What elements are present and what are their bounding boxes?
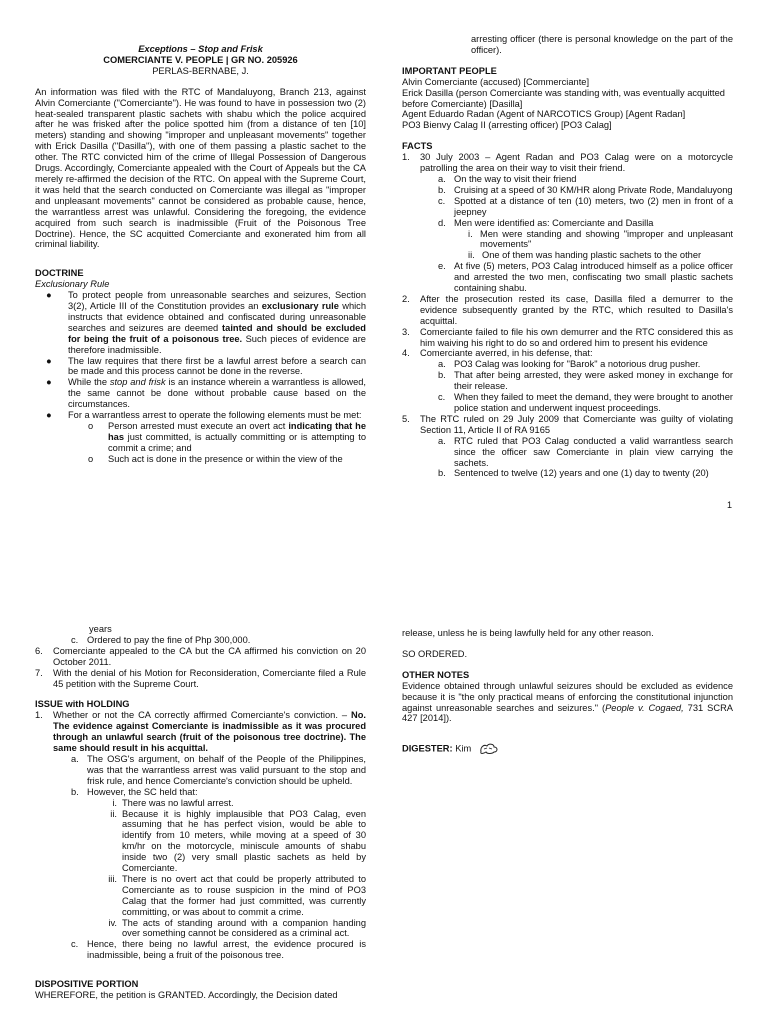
- fact-3: 3. Comerciante failed to file his own demurrer and the RTC considered this as him waiving his right to do so and ordered him to present his evidence: [402, 326, 733, 348]
- bullet-icon: ●: [46, 377, 52, 388]
- fact-1: 1. 30 July 2003 – Agent Radan and PO3 Calag were on a motorcycle patrolling the area on their way to visit their friend.: [402, 152, 733, 174]
- page-gap: [0, 570, 768, 616]
- circle-bullet-icon: o: [88, 453, 94, 464]
- fact-1d: d. Men were identified as: Comerciante and Dasilla: [438, 217, 654, 228]
- fact-1d-i: i. Men were standing and showing "improper and unpleasant movements": [468, 228, 733, 250]
- digester-name: Kim: [455, 743, 472, 754]
- bullet-icon: ●: [46, 410, 52, 421]
- dispositive-heading: DISPOSITIVE PORTION: [35, 979, 139, 990]
- fact-1c: c. Spotted at a distance of ten (10) meters, two (2) men in front of a jeepney: [438, 195, 733, 217]
- other-notes-text: Evidence obtained through unlawful seizures should be excluded as evidence because it is "the only practical means of enforcing the constitutional injunction against unreasonable searches and seizures." (People v. Cogaed, 731 SCRA 427 [2014]).: [402, 680, 733, 724]
- page-1-left-column: [35, 44, 366, 465]
- fact-4: 4. Comerciante averred, in his defense, that:: [402, 348, 593, 359]
- other-notes-heading: OTHER NOTES: [402, 669, 470, 680]
- case-summary: An information was filed with the RTC of Mandaluyong, Branch 213, against Alvin Comerciante ("Comerciante"). He was found to have in possession two (2) heat-sealed transparent plastic sachets with shabu which the police acquired after he was frisked after the police spotted him (from a distance of ten [10] meters) standing and showing "improper and unpleasant movements" together with Erick Dasilla ("Dasilla"), with one of them passing a plastic sachet to the other. The RTC convicted him of the crime of Illegal Possession of Dangerous Drugs. Accordingly, Comerciante appealed with the Court of Appeals but the CA merely re-affirmed the decision of the RTC. On appeal with the Supreme Court, it was held that the search conducted on Comerciante was illegal as "improper and unpleasant movements" cannot be considered as probable cause, hence, the warrantless arrest was unlawful. Considering the foregoing, the evidence acquired from such search is inadmissible (Fruit of the Poisonous Tree Doctrine). Hence, the SC acquitted Comerciante and exonerated him from all criminal liability.: [35, 86, 366, 250]
- signature-doodle-icon: [478, 742, 500, 756]
- person-1: Alvin Comerciante (accused) [Commerciante]: [402, 76, 590, 87]
- page-2-right-column: [402, 628, 733, 756]
- bullet-icon: ●: [46, 290, 52, 301]
- fact-4a: a. PO3 Calag was looking for "Barok" a notorious drug pusher.: [438, 359, 701, 370]
- issue-1: 1. Whether or not the CA correctly affirmed Comerciante's conviction. – No. The evidence against Comerciante is inadmissible as it was procured through an unlawful search (fruit of the poisonous tree doctrine). The same should result in his acquittal.: [35, 710, 366, 754]
- dispositive-text: WHEREFORE, the petition is GRANTED. Accordingly, the Decision dated: [35, 990, 338, 1001]
- fact-5c: c. Ordered to pay the fine of Php 300,000.: [71, 634, 251, 645]
- page-2: [0, 616, 768, 1024]
- issue-1b-iv: iv. The acts of standing around with a companion handing over something cannot be considered as a criminal act.: [108, 917, 366, 939]
- fact-4c: c. When they failed to meet the demand, they were brought to another police station and underwent inquest proceedings.: [438, 392, 733, 413]
- case-title: COMERCIANTE V. PEOPLE | GR NO. 205926: [103, 54, 298, 65]
- element-2: o Such act is done in the presence or within the view of the: [88, 453, 343, 464]
- issue-heading: ISSUE with HOLDING: [35, 699, 130, 710]
- fact-2: 2. After the prosecution rested its case, Dasilla filed a demurrer to the evidence subsequently granted by the RTC, which resulted to Dasilla's acquittal.: [402, 293, 733, 326]
- issue-1b-iii: iii. There is no overt act that could be properly attributed to Comerciante as to rouse suspicion in the mind of PO3 Calag that the former had just committed, was currently committing, or was about to commit a crime.: [108, 873, 366, 917]
- fact-1a: a. On the way to visit their friend: [438, 173, 577, 184]
- fact-5: 5. The RTC ruled on 29 July 2009 that Comerciante was guilty of violating Section 11, Article II of RA 9165: [402, 413, 733, 435]
- digester-line: [402, 742, 733, 756]
- person-2: Erick Dasilla (person Comerciante was standing with, was eventually acquitted before Comerciante) [Dasilla]: [402, 87, 725, 109]
- issue-1b: b. However, the SC held that:: [71, 786, 198, 797]
- fact-6: 6. Comerciante appealed to the CA but the CA affirmed his conviction on 20 October 2011.: [35, 645, 366, 667]
- fact-5a: a. RTC ruled that PO3 Calag conducted a valid warrantless search since the officer saw Comerciante in plain view carrying the sachets.: [438, 435, 733, 468]
- title-italic: Exceptions – Stop and Frisk: [138, 44, 263, 54]
- page-1-right-column: [402, 34, 733, 479]
- page-number: 1: [726, 500, 732, 510]
- bullet-icon: ●: [46, 355, 52, 366]
- issue-1c: c. Hence, there being no lawful arrest, the evidence procured is inadmissible, being a fruit of the poisonous tree.: [71, 939, 366, 961]
- fact-5b: b. Sentenced to twelve (12) years and one (1) day to twenty (20): [438, 468, 709, 479]
- fact-1e: e. At five (5) meters, PO3 Calag introduced himself as a police officer and arrested the two men, confiscating two small plastic sachets containing shabu.: [438, 261, 733, 294]
- so-ordered: SO ORDERED.: [402, 648, 468, 659]
- fact-1b: b. Cruising at a speed of 30 KM/HR along Private Rode, Mandaluyong: [438, 184, 733, 195]
- fact-5b-continued: years: [89, 624, 112, 634]
- fact-7: 7. With the denial of his Motion for Reconsideration, Comerciante filed a Rule 45 petition with the Supreme Court.: [35, 667, 366, 689]
- facts-heading: FACTS: [402, 141, 433, 152]
- doctrine-heading: DOCTRINE: [35, 268, 84, 279]
- person-4: PO3 Bienvy Calag II (arresting officer) [PO3 Calag]: [402, 120, 612, 131]
- doctrine-bullet-3: ● While the stop and frisk is an instance wherein a warrantless is allowed, the same cannot be done without probable cause based on the circumstances.: [46, 377, 366, 410]
- element-2-continued: arresting officer (there is personal knowledge on the part of the officer).: [471, 34, 733, 55]
- circle-bullet-icon: o: [88, 421, 94, 431]
- element-1: o Person arrested must execute an overt act indicating that he has just committed, is actually committing or is attempting to commit a crime; and: [88, 421, 366, 453]
- fact-4b: b. That after being arrested, they were asked money in exchange for their release.: [438, 370, 733, 392]
- issue-1a: a. The OSG's argument, on behalf of the People of the Philippines, was that the warrantless arrest was valid pursuant to the stop and frisk rule, and hence Comerciante's conviction should be upheld.: [71, 753, 366, 786]
- page-2-left-column: [35, 624, 366, 1001]
- issue-1b-i: i. There was no lawful arrest.: [112, 797, 234, 808]
- doctrine-subheading: Exclusionary Rule: [35, 279, 110, 290]
- fact-1d-ii: ii. One of them was handing plastic sachets to the other: [468, 250, 702, 261]
- dispositive-continued: release, unless he is being lawfully held for any other reason.: [402, 628, 654, 638]
- digester-label: DIGESTER:: [402, 743, 453, 754]
- ponente: PERLAS-BERNABE, J.: [152, 65, 249, 76]
- doctrine-bullet-4: ● For a warrantless arrest to operate the following elements must be met:: [46, 410, 362, 421]
- important-people-heading: IMPORTANT PEOPLE: [402, 65, 497, 76]
- person-3: Agent Eduardo Radan (Agent of NARCOTICS Group) [Agent Radan]: [402, 109, 686, 120]
- doctrine-bullet-1: ● To protect people from unreasonable searches and seizures, Section 3(2), Article III of the Constitution provides an exclusionary rule which instructs that evidence obtained and confiscated during unreasonable searches and seizures are deemed tainted and should be excluded for being the fruit of a poisonous tree. Such pieces of evidence are therefore inadmissible.: [46, 290, 366, 355]
- issue-1b-ii: ii. Because it is highly implausible that PO3 Calag, even assuming that he has perfect vision, would be able to identify from 10 meters, while moving at a speed of 30 km/hr on the motorcycle, miniscule amounts of shabu inside two (2) very small plastic sachets as held by Comerciante.: [110, 808, 366, 874]
- doctrine-bullet-2: ● The law requires that there first be a lawful arrest before a search can be made and this process cannot be done in the reverse.: [46, 355, 366, 377]
